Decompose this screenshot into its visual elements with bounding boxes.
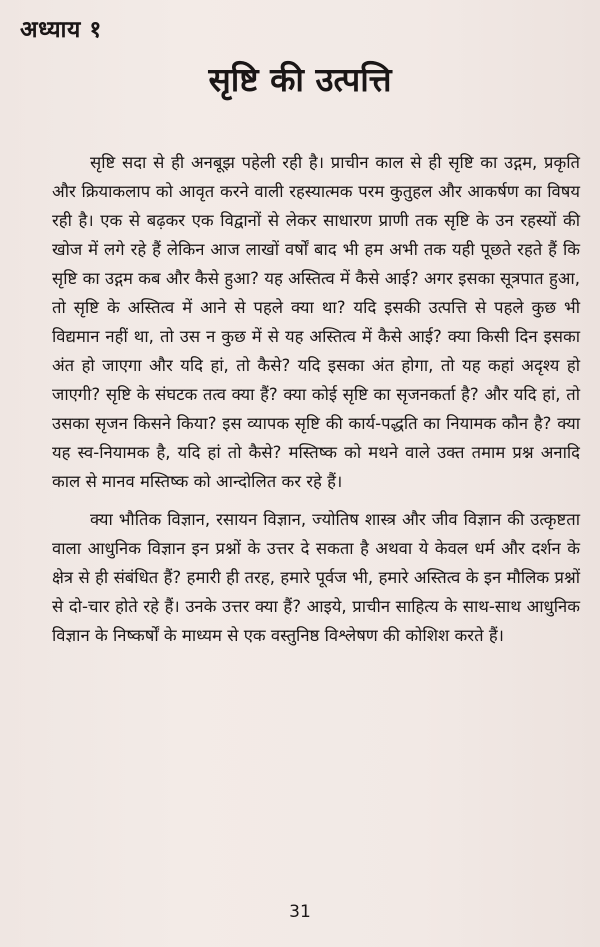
chapter-title: सृष्टि की उत्पत्ति <box>208 60 392 99</box>
paragraph-1: सृष्टि सदा से ही अनबूझ पहेली रही है। प्राचीन काल से ही सृष्टि का उद्गम, प्रकृति और क्रियाकलाप को आवृत करने वाली रहस्यात्मक परम कुतुहल और आकर्षण का विषय रही है। एक से बढ़कर एक विद्वानों से लेकर साधारण प्राणी तक सृष्टि के उन रहस्यों की खोज में लगे रहे हैं लेकिन आज लाखों वर्षों बाद भी हम अभी तक यही पूछते रहते हैं कि सृष्टि का उद्गम कब और कैसे हुआ? यह अस्तित्व में कैसे आई? अगर इसका सूत्रपात हुआ, तो सृष्टि के अस्तित्व में आने से पहले क्या था? यदि इसकी उत्पत्ति से पहले कुछ भी विद्यमान नहीं था, तो उस न कुछ में से यह अस्तित्व में कैसे आई? क्या किसी दिन इसका अंत हो जाएगा और यदि हां, तो कैसे? यदि इसका अंत होगा, तो यह कहां अदृश्य हो जाएगी? सृष्टि के संघटक तत्व क्या हैं? क्या कोई सृष्टि का सृजनकर्ता है? और यदि हां, तो उसका सृजन किसने किया? इस व्यापक सृष्टि की कार्य-पद्धति का नियामक कौन है? क्या यह स्व-नियामक है, यदि हां तो कैसे? मस्तिष्क को मथने वाले उक्त तमाम प्रश्न अनादि काल से मानव मस्तिष्क को आन्दोलित कर रहे हैं। <box>52 153 580 491</box>
chapter-body <box>52 148 580 650</box>
page-number: 31 <box>289 902 311 922</box>
paragraph-2: क्या भौतिक विज्ञान, रसायन विज्ञान, ज्योतिष शास्त्र और जीव विज्ञान की उत्कृष्टता वाला आधुनिक विज्ञान इन प्रश्नों के उत्तर दे सकता है अथवा ये केवल धर्म और दर्शन के क्षेत्र से ही संबंधित हैं? हमारी ही तरह, हमारे पूर्वज भी, हमारे अस्तित्व के इन मौलिक प्रश्नों से दो-चार होते रहे हैं। उनके उत्तर क्या हैं? आइये, प्राचीन साहित्य के साथ-साथ आधुनिक विज्ञान के निष्कर्षों के माध्यम से एक वस्तुनिष्ठ विश्लेषण की कोशिश करते हैं। <box>52 510 580 645</box>
chapter-label: अध्याय १ <box>20 17 102 43</box>
